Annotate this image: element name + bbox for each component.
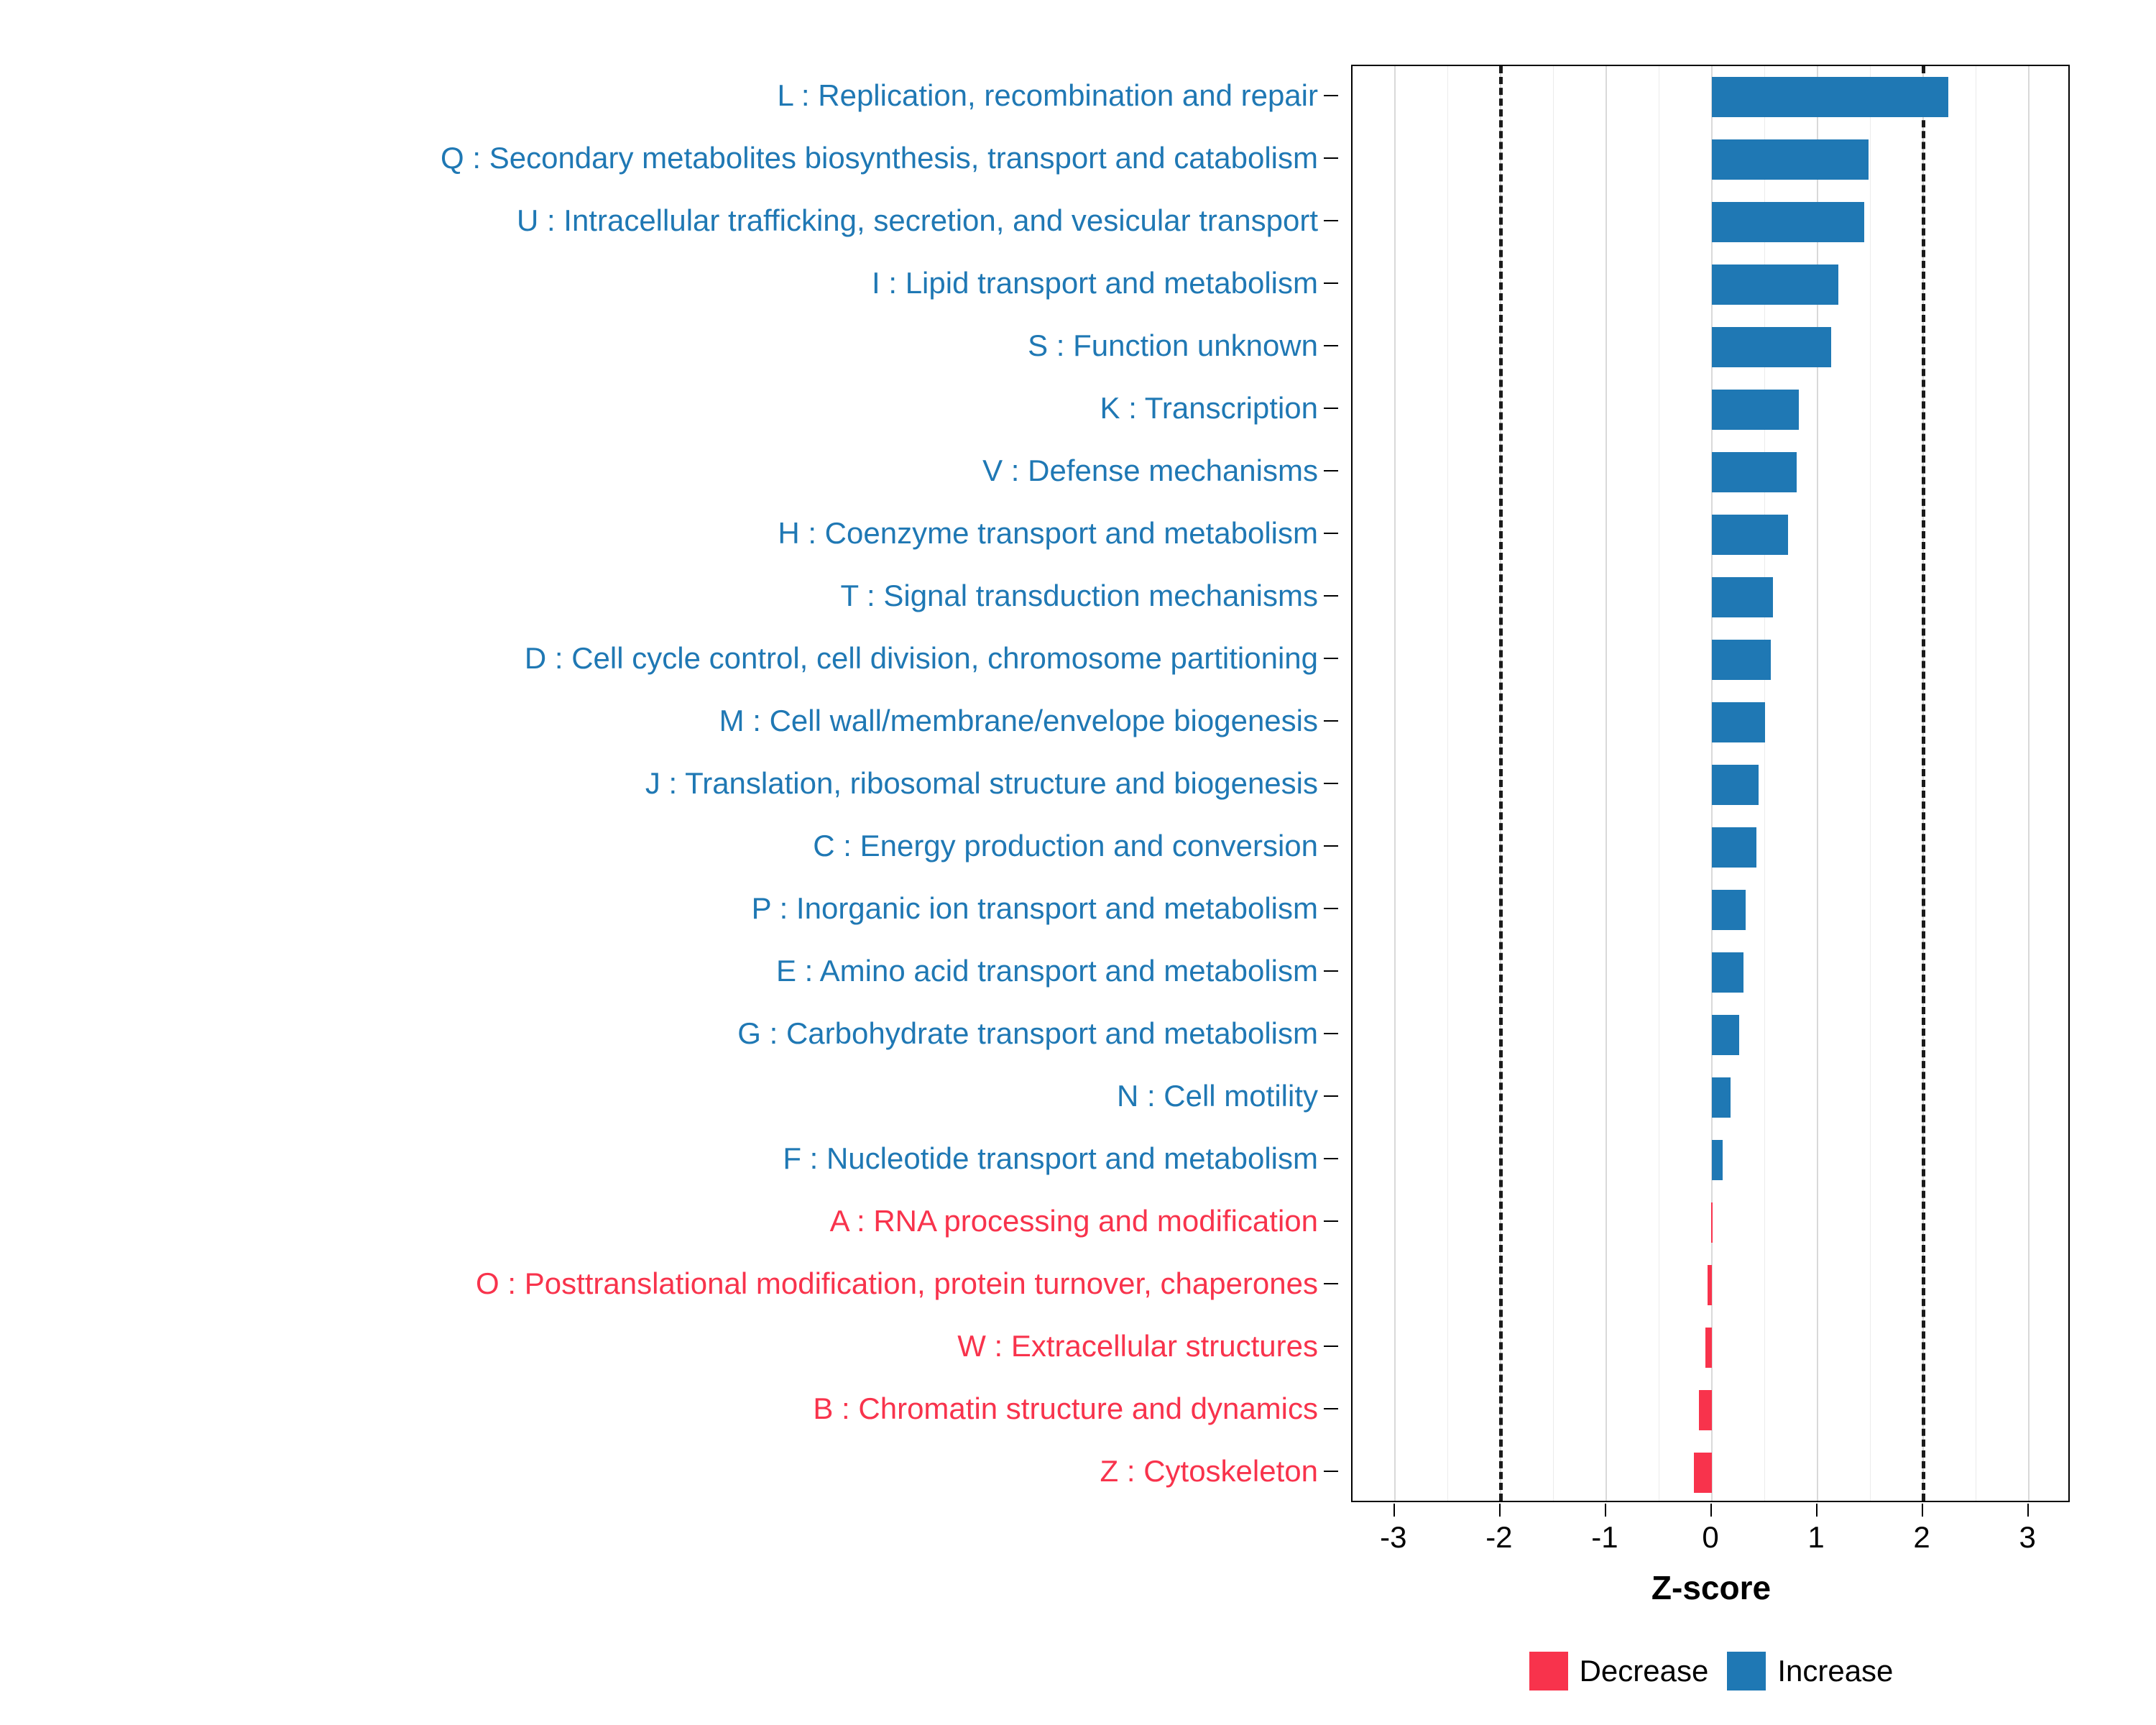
y-axis-label: L : Replication, recombination and repair — [777, 78, 1318, 113]
y-axis-label: T : Signal transduction mechanisms — [840, 579, 1318, 613]
bar[interactable] — [1712, 702, 1765, 742]
bar-row — [1353, 66, 2068, 129]
x-axis-tick-label: -1 — [1591, 1520, 1618, 1554]
y-axis-label: Q : Secondary metabolites biosynthesis, transport and catabolism — [441, 141, 1318, 175]
y-axis-label: D : Cell cycle control, cell division, chromosome partitioning — [524, 641, 1318, 676]
bar[interactable] — [1712, 1015, 1739, 1055]
bar-row — [1353, 191, 2068, 254]
y-axis-tick — [1324, 1033, 1338, 1034]
bar[interactable] — [1712, 577, 1773, 617]
bar[interactable] — [1712, 452, 1797, 492]
y-axis-tick — [1324, 908, 1338, 909]
y-axis-tick — [1324, 1283, 1338, 1284]
bar[interactable] — [1712, 139, 1869, 180]
y-axis-tick — [1324, 970, 1338, 972]
y-axis-tick — [1324, 845, 1338, 847]
y-axis-tick — [1324, 157, 1338, 159]
plot-panel — [1351, 65, 2070, 1502]
bar-row — [1353, 1316, 2068, 1379]
bar[interactable] — [1712, 640, 1771, 680]
x-axis-tick-label: 3 — [2019, 1520, 2036, 1554]
y-axis-label: Z : Cytoskeleton — [1100, 1453, 1318, 1488]
y-axis-label: U : Intracellular trafficking, secretion, and vesicular transport — [516, 203, 1318, 238]
y-axis-label: N : Cell motility — [1116, 1078, 1318, 1113]
bar[interactable] — [1705, 1328, 1712, 1368]
x-axis-tick-label: 1 — [1807, 1520, 1825, 1554]
bar[interactable] — [1712, 890, 1746, 930]
bar-row — [1353, 629, 2068, 691]
bar-row — [1353, 1191, 2068, 1254]
x-axis-title: Z-score — [1651, 1569, 1772, 1606]
x-axis-tick — [2027, 1504, 2029, 1517]
bar-row — [1353, 504, 2068, 566]
y-axis-label: S : Function unknown — [1028, 328, 1318, 363]
bar-row — [1353, 379, 2068, 441]
legend-item[interactable] — [1727, 1652, 1893, 1690]
y-axis-tick — [1324, 1095, 1338, 1097]
y-axis-label: O : Posttranslational modification, protein turnover, chaperones — [476, 1266, 1318, 1300]
bar-row — [1353, 566, 2068, 629]
y-axis-labels — [0, 65, 1338, 1502]
bar-row — [1353, 1128, 2068, 1191]
y-axis-tick — [1324, 658, 1338, 659]
y-axis-tick — [1324, 533, 1338, 534]
bar-row — [1353, 1441, 2068, 1502]
y-axis-tick — [1324, 345, 1338, 346]
legend-item[interactable] — [1529, 1652, 1709, 1690]
y-axis-label: K : Transcription — [1100, 391, 1318, 426]
bar[interactable] — [1708, 1265, 1712, 1305]
y-axis-label: P : Inorganic ion transport and metabolism — [751, 891, 1318, 925]
bar[interactable] — [1712, 77, 1948, 117]
legend-swatch-icon — [1727, 1652, 1766, 1690]
legend-swatch-icon — [1529, 1652, 1568, 1690]
bar[interactable] — [1712, 515, 1788, 555]
bar[interactable] — [1712, 827, 1756, 868]
bar-row — [1353, 691, 2068, 754]
y-axis-tick — [1324, 470, 1338, 472]
y-axis-label: G : Carbohydrate transport and metabolism — [737, 1016, 1318, 1050]
y-axis-tick — [1324, 1220, 1338, 1222]
bar-row — [1353, 1379, 2068, 1441]
x-axis-tick — [1922, 1504, 1923, 1517]
bar-row — [1353, 1003, 2068, 1066]
y-axis-label: F : Nucleotide transport and metabolism — [783, 1141, 1318, 1175]
bar-row — [1353, 941, 2068, 1003]
y-axis-tick — [1324, 1158, 1338, 1159]
y-axis-tick — [1324, 282, 1338, 284]
bar[interactable] — [1712, 1140, 1723, 1180]
y-axis-label: I : Lipid transport and metabolism — [872, 266, 1318, 300]
y-axis-label: B : Chromatin structure and dynamics — [813, 1391, 1318, 1425]
y-axis-tick — [1324, 1408, 1338, 1409]
bar-row — [1353, 878, 2068, 941]
bar[interactable] — [1712, 1077, 1731, 1118]
y-axis-tick — [1324, 95, 1338, 96]
x-axis-tick-label: -2 — [1485, 1520, 1513, 1554]
bar[interactable] — [1712, 327, 1831, 367]
y-axis-tick — [1324, 720, 1338, 722]
y-axis-tick — [1324, 1346, 1338, 1347]
y-axis-tick — [1324, 783, 1338, 784]
bar[interactable] — [1712, 765, 1759, 805]
x-axis-tick-label: 0 — [1702, 1520, 1719, 1554]
bar[interactable] — [1712, 952, 1743, 993]
x-axis-tick — [1499, 1504, 1501, 1517]
plot-area — [1351, 65, 2071, 1504]
bar[interactable] — [1711, 1202, 1713, 1243]
bars-layer — [1353, 66, 2068, 1501]
x-axis-tick-label: -3 — [1380, 1520, 1407, 1554]
bar-row — [1353, 816, 2068, 878]
y-axis-label: E : Amino acid transport and metabolism — [775, 953, 1318, 988]
x-axis-tick — [1393, 1504, 1395, 1517]
legend-label: Increase — [1777, 1654, 1894, 1688]
legend-label: Decrease — [1579, 1654, 1709, 1688]
y-axis-label: A : RNA processing and modification — [829, 1203, 1318, 1238]
y-axis-label: M : Cell wall/membrane/envelope biogenesis — [719, 704, 1318, 738]
bar-row — [1353, 441, 2068, 504]
y-axis-tick — [1324, 220, 1338, 221]
y-axis-label: V : Defense mechanisms — [982, 454, 1318, 488]
bar-row — [1353, 754, 2068, 816]
y-axis-tick — [1324, 1471, 1338, 1472]
y-axis-label: J : Translation, ribosomal structure and biogenesis — [645, 766, 1318, 800]
bar[interactable] — [1712, 264, 1838, 305]
y-axis-tick — [1324, 595, 1338, 597]
bar-row — [1353, 254, 2068, 316]
x-axis-tick-label: 2 — [1913, 1520, 1930, 1554]
y-axis-label: C : Energy production and conversion — [813, 828, 1318, 862]
bar-row — [1353, 1066, 2068, 1128]
y-axis-label: H : Coenzyme transport and metabolism — [778, 516, 1318, 551]
legend — [1351, 1646, 2071, 1696]
bar[interactable] — [1699, 1390, 1712, 1430]
bar-row — [1353, 129, 2068, 191]
x-axis-tick — [1816, 1504, 1818, 1517]
y-axis-tick — [1324, 408, 1338, 409]
x-axis-tick — [1605, 1504, 1606, 1517]
bar[interactable] — [1712, 202, 1864, 242]
bar-row — [1353, 316, 2068, 379]
bar[interactable] — [1694, 1453, 1712, 1493]
y-axis-label: W : Extracellular structures — [957, 1328, 1318, 1363]
x-axis-tick — [1710, 1504, 1712, 1517]
bar-row — [1353, 1254, 2068, 1316]
bar[interactable] — [1712, 390, 1799, 430]
